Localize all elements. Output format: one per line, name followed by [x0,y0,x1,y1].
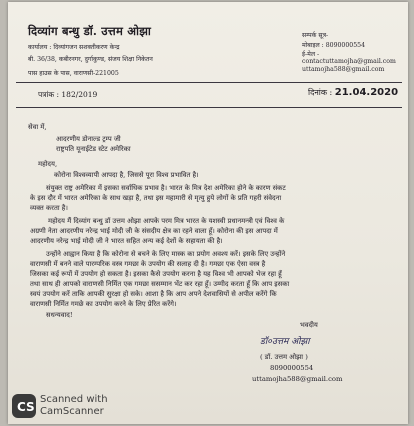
camscanner-logo-icon [12,394,36,418]
salutation-mahoday: महोदय, [38,160,58,168]
body-line: स्वयं उपयोग करें ताकि आपकी सुरक्षा हो सके। आशा है कि आप अपने देशवासियों से अपील करेंगे कि [30,290,277,298]
body-line: संयुक्त राष्ट्र अमेरिका में इसका सर्वाधिक प्रभाव है। भारत के मित्र देश अमेरिका होने के कारण संकट [46,184,286,192]
signoff-bhavdiya: भवदीय [300,321,318,329]
letter-date-value: 21.04.2020 [334,87,399,98]
letter-reference-number: पत्रांक : 182/2019 [38,90,98,99]
salutation-seva: सेवा में, [28,123,47,131]
body-line: उन्होंने आह्वान किया है कि कोरोना से बचने के लिए मास्क का प्रयोग अवश्य करें। इसके लिए उन्होंने [46,250,286,258]
closing-thanks: सधन्यवाद! [46,311,73,319]
contact-mobile: मोबाइल : 8090000554 [302,42,366,49]
letter-page [8,2,408,424]
letterhead-address-2: पास हाउस के पास, वाराणसी-221005 [28,70,119,77]
header-divider [16,82,402,83]
handwritten-signature: डॉ०उत्तम ओझा [260,337,310,347]
body-line: के इस दौर में भारत अमेरिका के साथ खड़ा है, तथा इस महामारी से मृत्यु हुये लोगों के प्रति गहरी संवेदना [30,194,282,202]
letter-date [308,87,398,98]
reference-divider [16,107,402,108]
contact-label: सम्पर्क सूत्र- [302,32,329,39]
recipient-title: राष्ट्रपति यूनाईटेड स्टेट अमेरिका [56,145,131,153]
body-line: अग्रणी नेता आदरणीय नरेन्द्र भाई मोदी जी के संसदीय क्षेत्र का रहने वाला हूँ। कोरोना की इस आपदा में [30,227,278,235]
body-line: आदरणीय नरेन्द्र भाई मोदी जी ने भारत सहित अन्य कई देशों के सहायता की है। [30,237,223,245]
signer-email: uttamojha588@gmail.com [252,375,343,383]
body-line: जिसका कई रूपों में उपयोग हो सकता है। इसका कैसे उपयोग करना है यह विश्व भी आपको भेज रहा हूँ [30,270,282,278]
body-line: तथा साथ ही आपको वाराणसी निर्मित एक गमछा ससम्मान भेंट कर रहा हूँ। उम्मीद करता हूँ कि आप इसका [30,280,290,288]
letterhead-name: दिव्यांग बन्धु डॉ. उत्तम ओझा [28,24,152,38]
watermark-line-2: CamScanner [40,406,104,417]
svg-text:CS: CS [17,400,35,414]
letterhead-office: कार्यालय : दिव्यांगजन सशक्तीकरण केन्द्र [28,44,120,51]
letterhead-address: बी. 36/38, कबीरनगर, दुर्गाकुण्ड, संजय शिक्षा निकेतन [28,56,153,63]
contact-email-label: ई-मेल - [302,51,320,58]
contact-email-1: contactuttamojha@gmail.com [302,58,396,65]
body-line: व्यक्त करता है। [30,204,68,212]
signer-name: ( डॉ. उत्तम ओझा ) [260,353,308,361]
letter-date-label: दिनांक : [308,88,333,97]
contact-email-2: uttamojha588@gmail.com [302,66,385,73]
body-line: वाराणसी निर्मित गमछे का उपयोग करने के लिए प्रेरित करेंगे। [30,300,177,308]
body-line: वाराणसी में बनने वाले पारम्परिक वस्त्र गमछा के उपयोग की सलाह दी है। गमछा एक ऐसा वस्त्र है [30,260,266,268]
signer-mobile: 8090000554 [270,364,314,372]
body-line: महोदय मैं दिव्यांग बन्धु डॉ उत्तम ओझा आपके परम मित्र भारत के यशस्वी प्रधानमन्त्री एवं विश्व के [48,217,285,225]
body-line: कोरोना विश्वव्यापी आपदा है, जिससे पूरा विश्व प्रभावित है। [54,171,199,179]
recipient-name: आदरणीय डोनाल्ड ट्रम्प जी [56,135,121,143]
watermark-line-1: Scanned with [40,394,108,405]
